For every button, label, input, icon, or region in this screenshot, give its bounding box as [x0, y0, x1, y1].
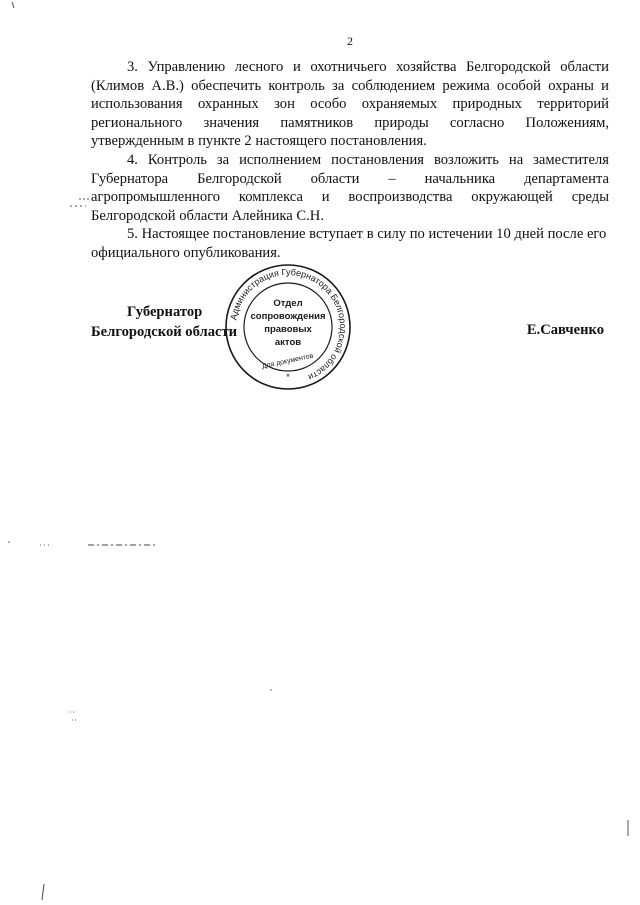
signatory-title-line1: Губернатор: [127, 304, 203, 320]
signatory-title: [91, 302, 237, 342]
paragraph-3: 3. Управлению лесного и охотничьего хозяйства Белгородской области (Климов А.В.) обеспечить контроль за соблюдением режима особой охраны и использования охранных зон особо охраняемых природных территорий регионального значения памятников природы согласно Положениям, утвержденным в пункте 2 настоящего постановления.: [91, 59, 609, 150]
scan-mark: [42, 884, 44, 900]
stamp-line4: актов: [274, 337, 302, 348]
stamp-graphic: [223, 262, 353, 392]
official-stamp: [223, 262, 353, 392]
stamp-ring-text: Администрация Губернатора Белгородской области: [228, 266, 349, 383]
stamp-line3: правовых: [264, 324, 312, 335]
paragraph-4: 4. Контроль за исполнением постановления возложить на заместителя Губернатора Белгородской области – начальника департамента агропромышленного комплекса и воспроизводства окружающей среды Белгородской области Алейника С.Н.: [91, 151, 609, 224]
stamp-line2: сопровождения: [250, 311, 326, 322]
paragraph-5: 5. Настоящее постановление вступает в силу по истечении 10 дней после его официального опубликования.: [91, 226, 607, 261]
stamp-line1: Отдел: [273, 298, 303, 309]
signatory-title-line2: Белгородской области: [91, 324, 238, 340]
signatory-name: Е.Савченко: [526, 322, 604, 338]
stamp-bottom-text: Для документов: [261, 352, 315, 371]
page-number: 2: [347, 34, 353, 48]
scan-mark: [12, 2, 14, 8]
document-body: [91, 58, 609, 263]
stamp-star: *: [286, 372, 290, 382]
